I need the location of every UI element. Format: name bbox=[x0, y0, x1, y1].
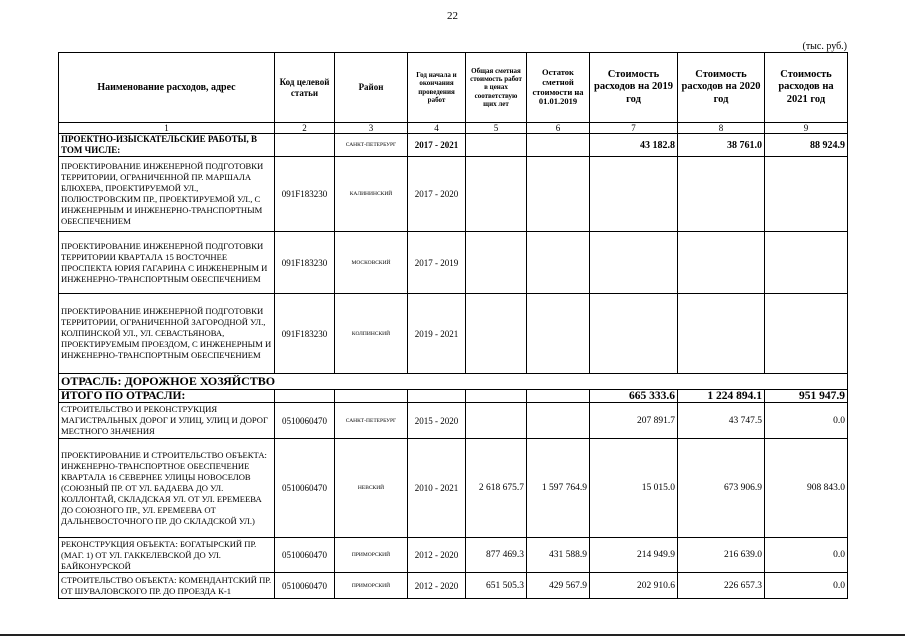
row-cost-2020: 43 747.5 bbox=[678, 403, 765, 439]
column-number: 6 bbox=[527, 123, 590, 134]
row-cost-2019: 214 949.9 bbox=[590, 538, 678, 573]
header-cost-2020: Стоимость расходов на 2020 год bbox=[678, 53, 765, 123]
row-district: МОСКОВСКИЙ bbox=[335, 232, 408, 294]
header-cost-2021: Стоимость расходов на 2021 год bbox=[765, 53, 848, 123]
row-district: САНКТ-ПЕТЕРБУРГ bbox=[335, 134, 408, 157]
row-remaining: 431 588.9 bbox=[527, 538, 590, 573]
header-years: Год начала и окончания проведения работ bbox=[408, 53, 466, 123]
header-cost-2019: Стоимость расходов на 2019 год bbox=[590, 53, 678, 123]
row-code: 091F183230 bbox=[275, 157, 335, 232]
row-cost-2019 bbox=[590, 232, 678, 294]
row-cost-2020: 38 761.0 bbox=[678, 134, 765, 157]
row-total: 651 505.3 bbox=[466, 573, 527, 599]
row-total bbox=[466, 134, 527, 157]
column-number: 3 bbox=[335, 123, 408, 134]
sector-total-2020: 1 224 894.1 bbox=[678, 390, 765, 403]
column-number: 8 bbox=[678, 123, 765, 134]
header-code: Код целевой статьи bbox=[275, 53, 335, 123]
row-name: РЕКОНСТРУКЦИЯ ОБЪЕКТА: БОГАТЫРСКИЙ ПР. (МАГ. 1) ОТ УЛ. ГАККЕЛЕВСКОЙ ДО УЛ. БАЙКОНУРСКОЙ bbox=[59, 538, 275, 573]
row-district: ПРИМОРСКИЙ bbox=[335, 573, 408, 599]
sector-title: ОТРАСЛЬ: ДОРОЖНОЕ ХОЗЯЙСТВО bbox=[59, 374, 848, 390]
row-cost-2021: 0.0 bbox=[765, 573, 848, 599]
row-remaining bbox=[527, 232, 590, 294]
page-number: 22 bbox=[447, 10, 458, 22]
row-cost-2021 bbox=[765, 157, 848, 232]
row-cost-2020: 216 639.0 bbox=[678, 538, 765, 573]
row-name: ПРОЕКТИРОВАНИЕ ИНЖЕНЕРНОЙ ПОДГОТОВКИ ТЕРРИТОРИИ КВАРТАЛА 15 ВОСТОЧНЕЕ ПРОСПЕКТА ЮРИЯ ГАГАРИНА С ИНЖЕНЕРНЫМ И ИНЖЕНЕРНО-ТРАНСПОРТНЫМ ОБЕСПЕЧЕНИЕМ bbox=[59, 232, 275, 294]
row-cost-2020 bbox=[678, 157, 765, 232]
row-cost-2020 bbox=[678, 232, 765, 294]
row-name: СТРОИТЕЛЬСТВО И РЕКОНСТРУКЦИЯ МАГИСТРАЛЬНЫХ ДОРОГ И УЛИЦ, УЛИЦ И ДОРОГ МЕСТНОГО ЗНАЧЕНИЯ bbox=[59, 403, 275, 439]
row-cost-2021: 908 843.0 bbox=[765, 439, 848, 538]
row-cost-2020 bbox=[678, 294, 765, 374]
empty-cell bbox=[527, 390, 590, 403]
row-years: 2017 - 2020 bbox=[408, 157, 466, 232]
row-years: 2017 - 2019 bbox=[408, 232, 466, 294]
column-number: 5 bbox=[466, 123, 527, 134]
row-total bbox=[466, 232, 527, 294]
column-number: 2 bbox=[275, 123, 335, 134]
row-cost-2019: 43 182.8 bbox=[590, 134, 678, 157]
row-years: 2012 - 2020 bbox=[408, 538, 466, 573]
row-code: 091F183230 bbox=[275, 232, 335, 294]
row-years: 2012 - 2020 bbox=[408, 573, 466, 599]
header-total-cost: Общая сметная стоимость работ в ценах соответствую щих лет bbox=[466, 53, 527, 123]
column-number: 9 bbox=[765, 123, 848, 134]
row-name: ПРОЕКТНО-ИЗЫСКАТЕЛЬСКИЕ РАБОТЫ, В ТОМ ЧИСЛЕ: bbox=[59, 134, 275, 157]
table-row bbox=[59, 157, 848, 232]
row-code: 091F183230 bbox=[275, 294, 335, 374]
row-district: КОЛПИНСКИЙ bbox=[335, 294, 408, 374]
row-code bbox=[275, 134, 335, 157]
row-cost-2019: 202 910.6 bbox=[590, 573, 678, 599]
row-name: ПРОЕКТИРОВАНИЕ И СТРОИТЕЛЬСТВО ОБЪЕКТА: ИНЖЕНЕРНО-ТРАНСПОРТНОЕ ОБЕСПЕЧЕНИЕ КВАРТАЛА 16 СЕВЕРНЕЕ УЛИЦЫ НОВОСЕЛОВ (СОЮЗНЫЙ ПР. ОТ УЛ. БАДАЕВА ДО УЛ. КОЛЛОНТАЙ, СКЛАДСКАЯ УЛ. ОТ УЛ. ЕРЕМЕЕВА ДО СОЮЗНОГО ПР., УЛ. ЕРЕМЕЕВА ОТ ДАЛЬНЕВОСТОЧНОГО ПР. ДО СКЛАДСКОЙ УЛ.) bbox=[59, 439, 275, 538]
row-total bbox=[466, 157, 527, 232]
row-cost-2019: 207 891.7 bbox=[590, 403, 678, 439]
row-district: САНКТ-ПЕТЕРБУРГ bbox=[335, 403, 408, 439]
table-row bbox=[59, 538, 848, 573]
table-row bbox=[59, 573, 848, 599]
empty-cell bbox=[335, 390, 408, 403]
row-code: 0510060470 bbox=[275, 538, 335, 573]
row-cost-2021 bbox=[765, 232, 848, 294]
row-years: 2019 - 2021 bbox=[408, 294, 466, 374]
table-row bbox=[59, 134, 848, 157]
sector-total-label: ИТОГО ПО ОТРАСЛИ: bbox=[59, 390, 275, 403]
header-name: Наименование расходов, адрес bbox=[59, 53, 275, 123]
row-name: ПРОЕКТИРОВАНИЕ ИНЖЕНЕРНОЙ ПОДГОТОВКИ ТЕРРИТОРИИ, ОГРАНИЧЕННОЙ ЗАГОРОДНОЙ УЛ., КОЛПИНСКОЙ УЛ., УЛ. СЕВАСТЬЯНОВА, ПРОЕКТИРУЕМЫМ ПРОЕЗДОМ, С ИНЖЕНЕРНЫМ И ИНЖЕНЕРНО-ТРАНСПОРТНЫМ ОБЕСПЕЧЕНИЕМ bbox=[59, 294, 275, 374]
row-remaining bbox=[527, 134, 590, 157]
row-cost-2021: 88 924.9 bbox=[765, 134, 848, 157]
row-cost-2021: 0.0 bbox=[765, 403, 848, 439]
row-cost-2020: 673 906.9 bbox=[678, 439, 765, 538]
units-label: (тыс. руб.) bbox=[802, 41, 847, 52]
row-total: 877 469.3 bbox=[466, 538, 527, 573]
table-row bbox=[59, 294, 848, 374]
row-years: 2017 - 2021 bbox=[408, 134, 466, 157]
row-cost-2019 bbox=[590, 294, 678, 374]
empty-cell bbox=[275, 390, 335, 403]
row-cost-2020: 226 657.3 bbox=[678, 573, 765, 599]
sector-title-row bbox=[59, 374, 848, 390]
row-code: 0510060470 bbox=[275, 573, 335, 599]
row-years: 2010 - 2021 bbox=[408, 439, 466, 538]
row-total bbox=[466, 403, 527, 439]
row-code: 0510060470 bbox=[275, 403, 335, 439]
row-remaining bbox=[527, 294, 590, 374]
row-name: ПРОЕКТИРОВАНИЕ ИНЖЕНЕРНОЙ ПОДГОТОВКИ ТЕРРИТОРИИ, ОГРАНИЧЕННОЙ ПР. МАРШАЛА БЛЮХЕРА, ПРОЕКТИРУЕМОЙ УЛ., ПОЛЮСТРОВСКИМ ПР., ПРОЕКТИРУЕМОЙ УЛ., С ИНЖЕНЕРНЫМ И ИНЖЕНЕРНО-ТРАНСПОРТНЫМ ОБЕСПЕЧЕНИЕМ bbox=[59, 157, 275, 232]
table-row bbox=[59, 232, 848, 294]
row-total: 2 618 675.7 bbox=[466, 439, 527, 538]
row-district: КАЛИНИНСКИЙ bbox=[335, 157, 408, 232]
row-district: ПРИМОРСКИЙ bbox=[335, 538, 408, 573]
row-remaining bbox=[527, 157, 590, 232]
row-name: СТРОИТЕЛЬСТВО ОБЪЕКТА: КОМЕНДАНТСКИЙ ПР. ОТ ШУВАЛОВСКОГО ПР. ДО ПРОЕЗДА К-1 bbox=[59, 573, 275, 599]
page-bottom-border bbox=[0, 634, 905, 636]
row-cost-2021 bbox=[765, 294, 848, 374]
row-cost-2019 bbox=[590, 157, 678, 232]
header-row bbox=[59, 53, 848, 123]
sector-total-2021: 951 947.9 bbox=[765, 390, 848, 403]
empty-cell bbox=[466, 390, 527, 403]
table-row bbox=[59, 403, 848, 439]
column-number: 1 bbox=[59, 123, 275, 134]
column-number: 4 bbox=[408, 123, 466, 134]
column-number: 7 bbox=[590, 123, 678, 134]
empty-cell bbox=[408, 390, 466, 403]
row-remaining: 1 597 764.9 bbox=[527, 439, 590, 538]
row-total bbox=[466, 294, 527, 374]
row-years: 2015 - 2020 bbox=[408, 403, 466, 439]
row-remaining: 429 567.9 bbox=[527, 573, 590, 599]
row-code: 0510060470 bbox=[275, 439, 335, 538]
header-remaining: Остаток сметной стоимости на 01.01.2019 bbox=[527, 53, 590, 123]
row-remaining bbox=[527, 403, 590, 439]
expenses-table bbox=[58, 52, 848, 599]
row-district: НЕВСКИЙ bbox=[335, 439, 408, 538]
row-cost-2019: 15 015.0 bbox=[590, 439, 678, 538]
sector-total-row bbox=[59, 390, 848, 403]
row-cost-2021: 0.0 bbox=[765, 538, 848, 573]
header-district: Район bbox=[335, 53, 408, 123]
column-number-row bbox=[59, 123, 848, 134]
sector-total-2019: 665 333.6 bbox=[590, 390, 678, 403]
table-row bbox=[59, 439, 848, 538]
